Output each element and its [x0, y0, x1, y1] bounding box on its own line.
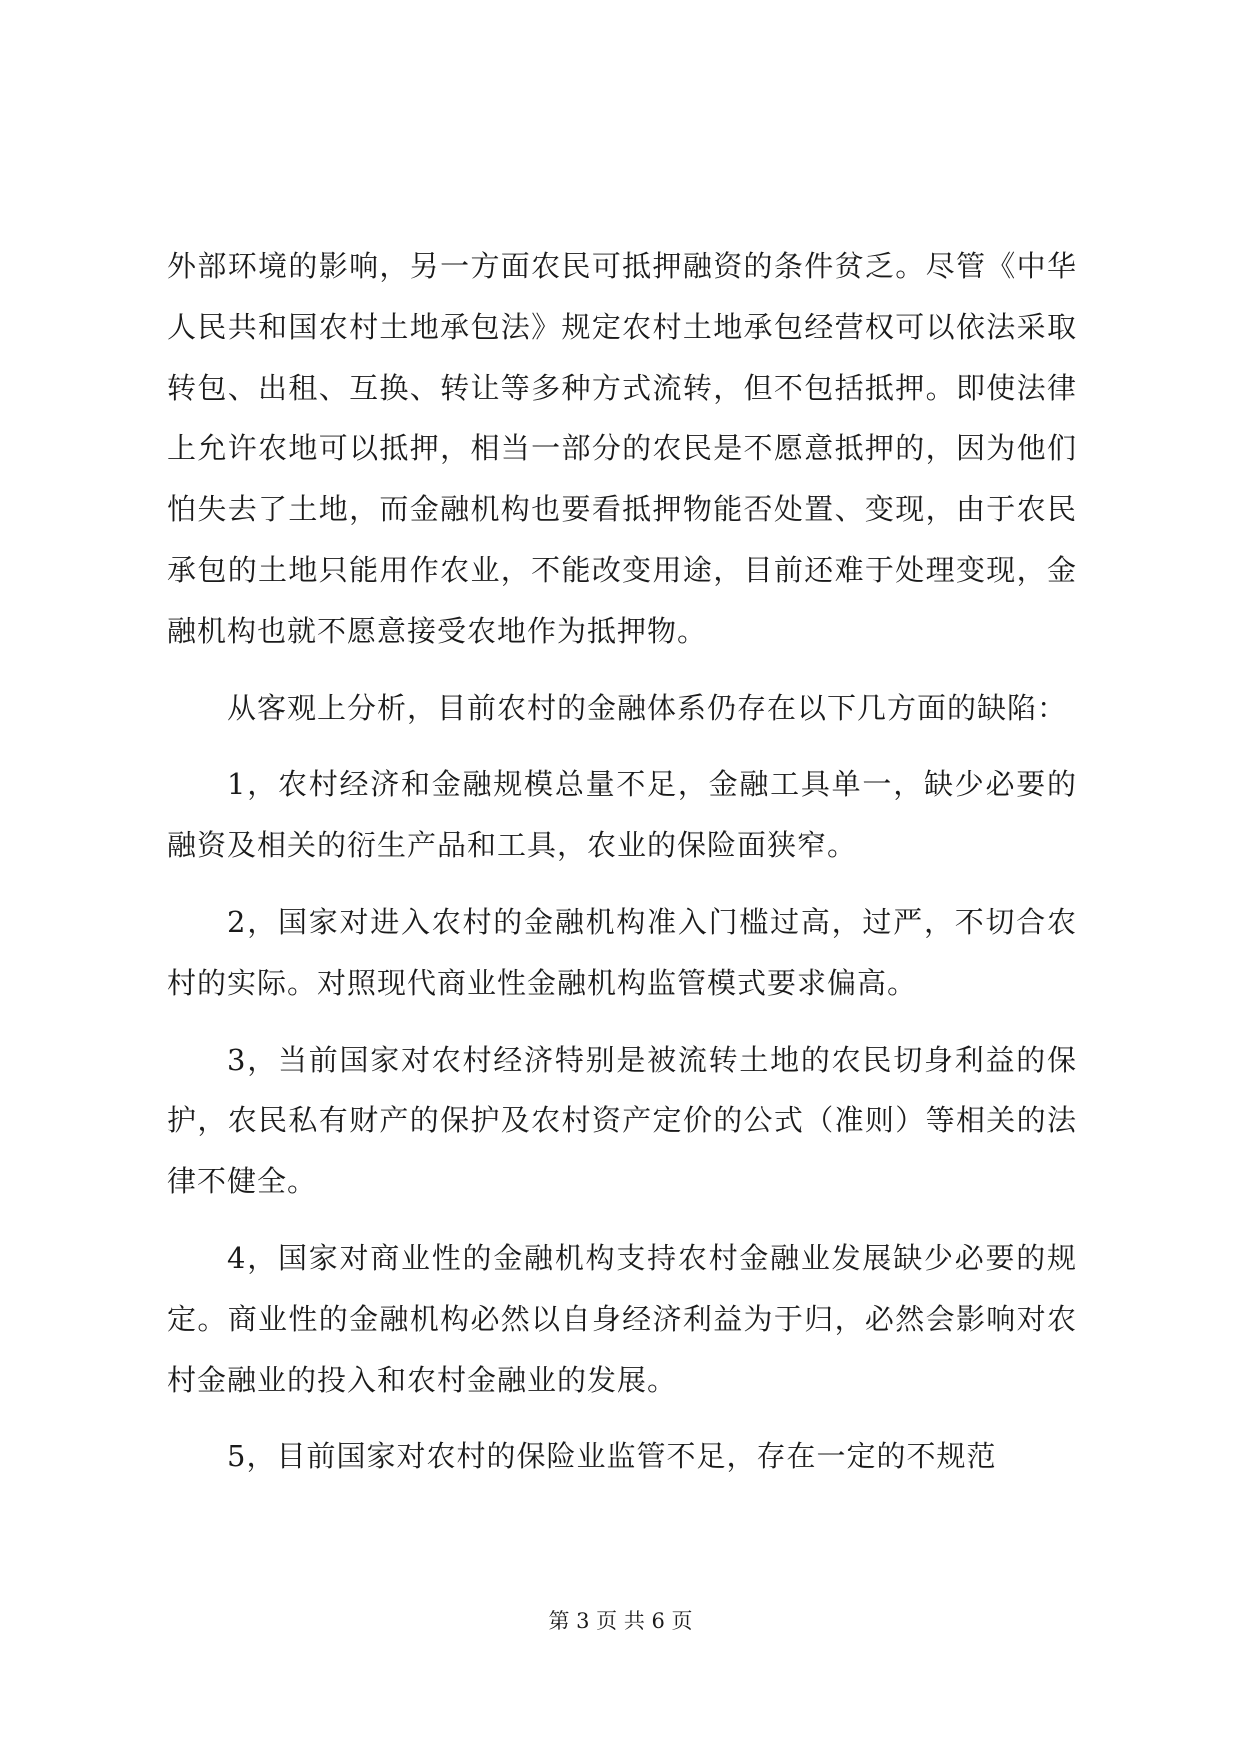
- paragraph-item-2: 2，国家对进入农村的金融机构准入门槛过高，过严，不切合农村的实际。对照现代商业性金融机构监管模式要求偏高。: [167, 904, 1077, 1000]
- paragraph-continuation: 外部环境的影响，另一方面农民可抵押融资的条件贫乏。尽管《中华人民共和国农村土地承包法》规定农村土地承包经营权可以依法采取转包、出租、互换、转让等多种方式流转，但不包括抵押。即使法律上允许农地可以抵押，相当一部分的农民是不愿意抵押的，因为他们怕失去了土地，而金融机构也要看抵押物能否处置、变现，由于农民承包的土地只能用作农业，不能改变用途，目前还难于处理变现，金融机构也就不愿意接受农地作为抵押物。: [167, 249, 1077, 648]
- paragraph-analysis-intro: 从客观上分析，目前农村的金融体系仍存在以下几方面的缺陷：: [227, 690, 1068, 725]
- paragraph-item-4: 4，国家对商业性的金融机构支持农村金融业发展缺少必要的规定。商业性的金融机构必然以自身经济利益为于归，必然会影响对农村金融业的投入和农村金融业的发展。: [167, 1240, 1077, 1397]
- document-body: [167, 236, 1077, 1503]
- paragraph-item-3: 3，当前国家对农村经济特别是被流转土地的农民切身利益的保护，农民私有财产的保护及农村资产定价的公式（准则）等相关的法律不健全。: [167, 1042, 1077, 1199]
- paragraph-item-1: 1，农村经济和金融规模总量不足，金融工具单一，缺少必要的融资及相关的衍生产品和工具，农业的保险面狭窄。: [167, 767, 1077, 863]
- paragraph-item-5: 5，目前国家对农村的保险业监管不足，存在一定的不规范: [227, 1439, 997, 1474]
- page-footer: 第 3 页 共 6 页: [548, 1609, 693, 1633]
